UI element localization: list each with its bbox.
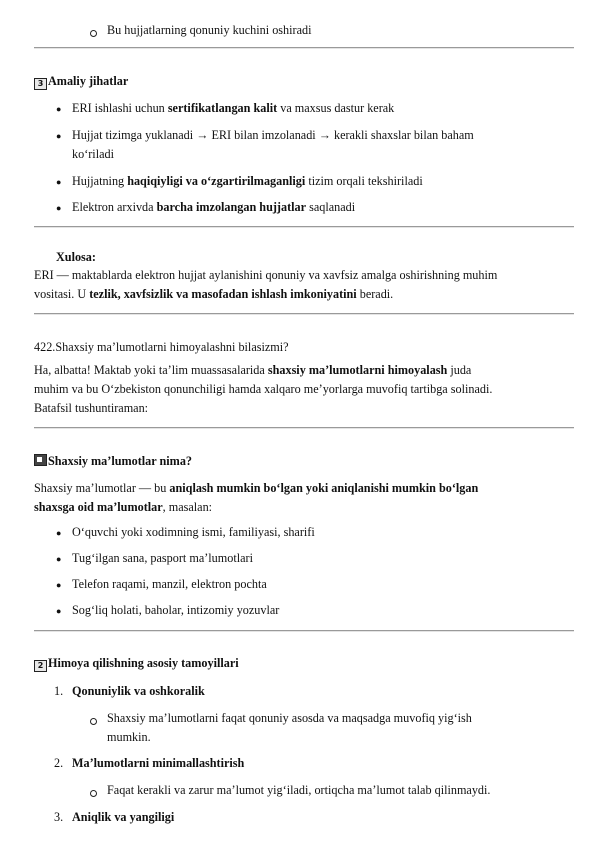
bullet-icon: ● bbox=[56, 131, 62, 141]
bullet-icon: ● bbox=[56, 177, 62, 187]
number-1-icon bbox=[34, 454, 47, 466]
bullet-icon: ● bbox=[56, 606, 62, 616]
number-2-icon: 2 bbox=[34, 660, 47, 672]
list-item: Telefon raqami, manzil, elektron pochta bbox=[72, 577, 267, 591]
bullet-icon: ● bbox=[56, 554, 62, 564]
divider bbox=[34, 630, 574, 632]
principle-title: Qonuniylik va oshkoralik bbox=[72, 684, 205, 698]
summary-text: vositasi. U tezlik, xavfsizlik va masofadan ishlash imkoniyatini beradi. bbox=[34, 287, 394, 301]
bullet-icon: ● bbox=[56, 203, 62, 213]
summary-text: ERI — maktablarda elektron hujjat aylanishini qonuniy va xavfsiz amalga oshirishning muhim bbox=[34, 268, 498, 282]
number-3-icon: 3 bbox=[34, 78, 47, 90]
list-item-continuation: ko‘riladi bbox=[72, 147, 114, 161]
divider bbox=[34, 313, 574, 315]
answer-text: Ha, albatta! Maktab yoki ta’lim muassasalarida shaxsiy ma’lumotlarni himoyalash juda bbox=[34, 363, 472, 377]
principle-desc: mumkin. bbox=[107, 730, 151, 744]
divider bbox=[34, 226, 574, 228]
definition-text: shaxsga oid ma’lumotlar, masalan: bbox=[34, 500, 213, 514]
principle-title: Ma’lumotlarni minimallashtirish bbox=[72, 756, 245, 770]
principle-number: 1. bbox=[54, 684, 64, 698]
list-item: Bu hujjatlarning qonuniy kuchini oshiradi bbox=[107, 23, 312, 37]
list-item: Elektron arxivda barcha imzolangan hujjatlar saqlanadi bbox=[72, 200, 356, 214]
section-heading: 2 Himoya qilishning asosiy tamoyillari bbox=[34, 656, 239, 672]
list-item: Hujjatning haqiqiyligi va o‘zgartirilmaganligi tizim orqali tekshiriladi bbox=[72, 174, 423, 188]
definition-text: Shaxsiy ma’lumotlar — bu aniqlash mumkin bo‘lgan yoki aniqlanishi mumkin bo‘lgan bbox=[34, 481, 479, 495]
section-heading: Shaxsiy ma’lumotlar nima? bbox=[34, 454, 192, 469]
list-item: O‘quvchi yoki xodimning ismi, familiyasi, sharifi bbox=[72, 525, 315, 539]
divider bbox=[34, 427, 574, 429]
sub-bullet-icon bbox=[90, 30, 97, 37]
question-text: 422.Shaxsiy ma’lumotlarni himoyalashni bilasizmi? bbox=[34, 340, 289, 354]
principle-desc: Faqat kerakli va zarur ma’lumot yig‘iladi, ortiqcha ma’lumot talab qilinmaydi. bbox=[107, 783, 491, 797]
sub-bullet-icon bbox=[90, 790, 97, 797]
list-item: Hujjat tizimga yuklanadi → ERI bilan imzolanadi → kerakli shaxslar bilan baham bbox=[72, 128, 474, 142]
list-item: ERI ishlashi uchun sertifikatlangan kalit va maxsus dastur kerak bbox=[72, 101, 395, 115]
list-item: Tug‘ilgan sana, pasport ma’lumotlari bbox=[72, 551, 253, 565]
section-heading: 3 Amaliy jihatlar bbox=[34, 74, 128, 90]
principle-desc: Shaxsiy ma’lumotlarni faqat qonuniy asosda va maqsadga muvofiq yig‘ish bbox=[107, 711, 472, 725]
answer-text: muhim va bu O‘zbekiston qonunchiligi hamda xalqaro me’yorlarga muvofiq tartibga solinadi. bbox=[34, 382, 493, 396]
principle-title: Aniqlik va yangiligi bbox=[72, 810, 175, 824]
divider bbox=[34, 47, 574, 49]
principle-number: 3. bbox=[54, 810, 64, 824]
principle-number: 2. bbox=[54, 756, 64, 770]
bullet-icon: ● bbox=[56, 104, 62, 114]
bullet-icon: ● bbox=[56, 580, 62, 590]
list-item: Sog‘liq holati, baholar, intizomiy yozuvlar bbox=[72, 603, 280, 617]
answer-text: Batafsil tushuntiraman: bbox=[34, 401, 149, 415]
sub-bullet-icon bbox=[90, 718, 97, 725]
bullet-icon: ● bbox=[56, 528, 62, 538]
summary-label: Xulosa: bbox=[56, 250, 96, 264]
